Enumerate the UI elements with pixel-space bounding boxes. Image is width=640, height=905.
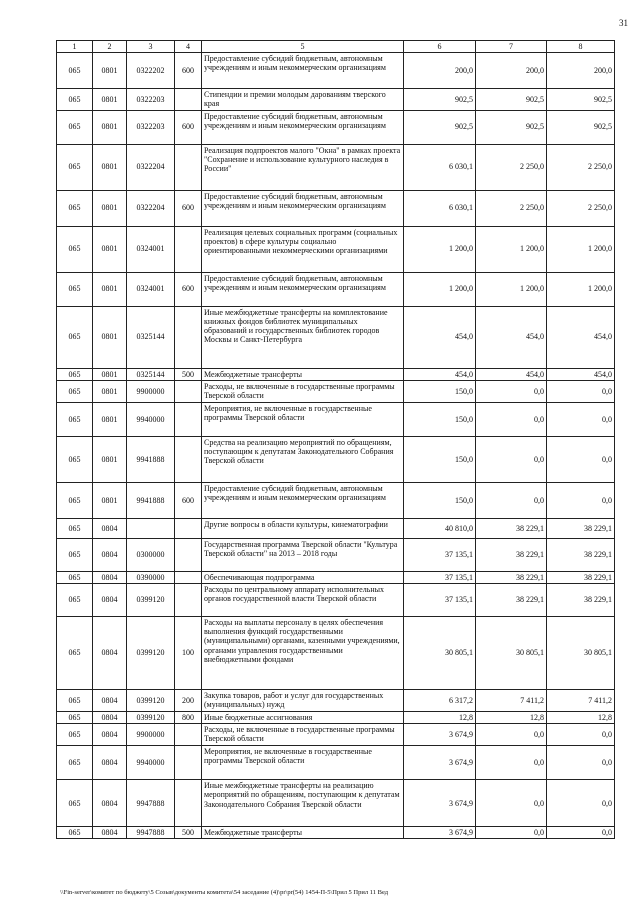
col-2-cell: 0801	[93, 53, 127, 89]
value-7-cell: 12,8	[476, 711, 547, 723]
value-8-cell: 38 229,1	[547, 518, 615, 538]
col-1-cell: 065	[57, 226, 93, 272]
col-2-cell: 0804	[93, 827, 127, 839]
col-3-cell: 9941888	[127, 482, 175, 518]
header-cell: 7	[476, 41, 547, 53]
col-2-cell: 0801	[93, 436, 127, 482]
col-3-cell: 0322203	[127, 89, 175, 110]
col-3-cell: 0325144	[127, 368, 175, 380]
value-8-cell: 0,0	[547, 746, 615, 780]
description-cell: Реализация целевых социальных программ (социальных проектов) в сфере культуры социально ориентированными некоммерческими организациями	[202, 226, 404, 272]
value-7-cell: 2 250,0	[476, 190, 547, 226]
col-1-cell: 065	[57, 827, 93, 839]
header-cell: 5	[202, 41, 404, 53]
col-1-cell: 065	[57, 368, 93, 380]
file-path-footer: \\Fin-server\комитет по бюджету\5 Созыв\документы комитета\54 заседание (4)\pr\pr(54) 1454-П-5\Прил 5 Прил 11 Вед	[60, 889, 389, 896]
value-8-cell: 0,0	[547, 482, 615, 518]
value-6-cell: 200,0	[404, 53, 476, 89]
description-cell: Расходы, не включенные в государственные программы Тверской области	[202, 380, 404, 402]
col-1-cell: 065	[57, 89, 93, 110]
value-8-cell: 12,8	[547, 711, 615, 723]
col-1-cell: 065	[57, 436, 93, 482]
description-cell: Расходы, не включенные в государственные программы Тверской области	[202, 724, 404, 746]
col-1-cell: 065	[57, 190, 93, 226]
col-4-cell	[175, 402, 202, 436]
col-2-cell: 0804	[93, 724, 127, 746]
col-2-cell: 0804	[93, 571, 127, 583]
col-3-cell	[127, 518, 175, 538]
header-cell: 8	[547, 41, 615, 53]
table-row	[57, 518, 615, 538]
col-1-cell: 065	[57, 711, 93, 723]
col-2-cell: 0801	[93, 368, 127, 380]
description-cell: Межбюджетные трансферты	[202, 827, 404, 839]
value-8-cell: 902,5	[547, 89, 615, 110]
value-8-cell: 2 250,0	[547, 190, 615, 226]
col-4-cell: 800	[175, 711, 202, 723]
col-1-cell: 065	[57, 538, 93, 571]
col-1-cell: 065	[57, 780, 93, 827]
value-6-cell: 902,5	[404, 110, 476, 144]
col-1-cell: 065	[57, 144, 93, 190]
col-2-cell: 0801	[93, 89, 127, 110]
value-6-cell: 3 674,9	[404, 746, 476, 780]
value-7-cell: 0,0	[476, 746, 547, 780]
col-1-cell: 065	[57, 272, 93, 306]
value-7-cell: 0,0	[476, 436, 547, 482]
col-2-cell: 0801	[93, 226, 127, 272]
value-6-cell: 12,8	[404, 711, 476, 723]
description-cell: Предоставление субсидий бюджетным, автономным учреждениям и иным некоммерческим организациям	[202, 53, 404, 89]
col-3-cell: 0324001	[127, 226, 175, 272]
col-3-cell: 9940000	[127, 402, 175, 436]
col-4-cell	[175, 518, 202, 538]
table-row	[57, 144, 615, 190]
col-3-cell: 9941888	[127, 436, 175, 482]
value-7-cell: 1 200,0	[476, 272, 547, 306]
value-8-cell: 0,0	[547, 780, 615, 827]
table-row	[57, 827, 615, 839]
col-2-cell: 0801	[93, 402, 127, 436]
value-7-cell: 38 229,1	[476, 571, 547, 583]
description-cell: Иные межбюджетные трансферты на комплектование книжных фондов библиотек муниципальных образований и государственных библиотек городов Москвы и Санкт-Петербурга	[202, 306, 404, 368]
col-3-cell: 0399120	[127, 689, 175, 711]
col-3-cell: 0322204	[127, 144, 175, 190]
col-4-cell: 600	[175, 110, 202, 144]
col-4-cell	[175, 436, 202, 482]
col-3-cell: 0322202	[127, 53, 175, 89]
table-row	[57, 482, 615, 518]
table-row	[57, 724, 615, 746]
col-4-cell: 500	[175, 827, 202, 839]
table-row	[57, 110, 615, 144]
col-1-cell: 065	[57, 518, 93, 538]
value-8-cell: 38 229,1	[547, 571, 615, 583]
value-7-cell: 38 229,1	[476, 538, 547, 571]
col-1-cell: 065	[57, 571, 93, 583]
header-cell: 3	[127, 41, 175, 53]
col-4-cell	[175, 144, 202, 190]
table-row	[57, 190, 615, 226]
budget-table	[56, 40, 615, 839]
value-8-cell: 0,0	[547, 380, 615, 402]
col-4-cell	[175, 538, 202, 571]
value-7-cell: 0,0	[476, 827, 547, 839]
col-2-cell: 0801	[93, 190, 127, 226]
value-7-cell: 1 200,0	[476, 226, 547, 272]
value-8-cell: 7 411,2	[547, 689, 615, 711]
description-cell: Расходы на выплаты персоналу в целях обеспечения выполнения функций государственными (муниципальными) органами, казенными учреждениями, органами управления государственными внебюджетными фондами	[202, 616, 404, 689]
value-8-cell: 0,0	[547, 402, 615, 436]
table-row	[57, 53, 615, 89]
value-8-cell: 200,0	[547, 53, 615, 89]
table-row	[57, 402, 615, 436]
value-8-cell: 0,0	[547, 724, 615, 746]
col-3-cell: 9900000	[127, 380, 175, 402]
table-row	[57, 780, 615, 827]
col-1-cell: 065	[57, 583, 93, 616]
col-4-cell	[175, 746, 202, 780]
value-8-cell: 454,0	[547, 306, 615, 368]
col-3-cell: 9947888	[127, 780, 175, 827]
col-1-cell: 065	[57, 616, 93, 689]
description-cell: Предоставление субсидий бюджетным, автономным учреждениям и иным некоммерческим организациям	[202, 272, 404, 306]
col-1-cell: 065	[57, 402, 93, 436]
table-row	[57, 436, 615, 482]
description-cell: Мероприятия, не включенные в государственные программы Тверской области	[202, 746, 404, 780]
col-4-cell	[175, 571, 202, 583]
value-6-cell: 150,0	[404, 436, 476, 482]
col-4-cell: 200	[175, 689, 202, 711]
value-6-cell: 37 135,1	[404, 583, 476, 616]
value-6-cell: 454,0	[404, 368, 476, 380]
description-cell: Другие вопросы в области культуры, кинематографии	[202, 518, 404, 538]
col-2-cell: 0804	[93, 689, 127, 711]
value-7-cell: 0,0	[476, 482, 547, 518]
col-3-cell: 0390000	[127, 571, 175, 583]
col-3-cell: 0322203	[127, 110, 175, 144]
col-3-cell: 0399120	[127, 583, 175, 616]
col-2-cell: 0804	[93, 518, 127, 538]
table-row	[57, 306, 615, 368]
description-cell: Государственная программа Тверской области "Культура Тверской области" на 2013 – 2018 годы	[202, 538, 404, 571]
col-2-cell: 0804	[93, 583, 127, 616]
col-4-cell	[175, 89, 202, 110]
col-2-cell: 0804	[93, 746, 127, 780]
col-4-cell: 600	[175, 53, 202, 89]
col-2-cell: 0804	[93, 538, 127, 571]
description-cell: Мероприятия, не включенные в государственные программы Тверской области	[202, 402, 404, 436]
col-3-cell: 0300000	[127, 538, 175, 571]
value-8-cell: 30 805,1	[547, 616, 615, 689]
table-row	[57, 272, 615, 306]
table-row	[57, 226, 615, 272]
col-3-cell: 0399120	[127, 616, 175, 689]
value-7-cell: 454,0	[476, 368, 547, 380]
col-4-cell	[175, 583, 202, 616]
value-6-cell: 3 674,9	[404, 827, 476, 839]
value-6-cell: 150,0	[404, 482, 476, 518]
value-6-cell: 454,0	[404, 306, 476, 368]
value-6-cell: 150,0	[404, 380, 476, 402]
value-7-cell: 2 250,0	[476, 144, 547, 190]
table-row	[57, 711, 615, 723]
value-6-cell: 150,0	[404, 402, 476, 436]
value-6-cell: 3 674,9	[404, 724, 476, 746]
col-3-cell: 0325144	[127, 306, 175, 368]
value-6-cell: 902,5	[404, 89, 476, 110]
table-row	[57, 746, 615, 780]
value-6-cell: 6 317,2	[404, 689, 476, 711]
col-2-cell: 0801	[93, 380, 127, 402]
col-4-cell	[175, 724, 202, 746]
value-7-cell: 0,0	[476, 380, 547, 402]
description-cell: Предоставление субсидий бюджетным, автономным учреждениям и иным некоммерческим организациям	[202, 190, 404, 226]
value-7-cell: 30 805,1	[476, 616, 547, 689]
col-3-cell: 9947888	[127, 827, 175, 839]
value-6-cell: 6 030,1	[404, 144, 476, 190]
header-cell: 2	[93, 41, 127, 53]
value-8-cell: 1 200,0	[547, 226, 615, 272]
description-cell: Иные бюджетные ассигнования	[202, 711, 404, 723]
col-4-cell: 600	[175, 482, 202, 518]
value-7-cell: 902,5	[476, 89, 547, 110]
col-4-cell	[175, 780, 202, 827]
value-8-cell: 0,0	[547, 436, 615, 482]
col-1-cell: 065	[57, 306, 93, 368]
header-cell: 1	[57, 41, 93, 53]
header-cell: 4	[175, 41, 202, 53]
col-2-cell: 0804	[93, 711, 127, 723]
col-1-cell: 065	[57, 53, 93, 89]
value-7-cell: 200,0	[476, 53, 547, 89]
col-2-cell: 0804	[93, 616, 127, 689]
col-1-cell: 065	[57, 482, 93, 518]
table-row	[57, 616, 615, 689]
value-6-cell: 40 810,0	[404, 518, 476, 538]
table-row	[57, 583, 615, 616]
description-cell: Предоставление субсидий бюджетным, автономным учреждениям и иным некоммерческим организациям	[202, 110, 404, 144]
header-cell: 6	[404, 41, 476, 53]
value-6-cell: 37 135,1	[404, 538, 476, 571]
value-8-cell: 38 229,1	[547, 538, 615, 571]
col-2-cell: 0801	[93, 272, 127, 306]
col-2-cell: 0801	[93, 110, 127, 144]
description-cell: Расходы по центральному аппарату исполнительных органов государственной власти Тверской области	[202, 583, 404, 616]
value-8-cell: 454,0	[547, 368, 615, 380]
col-4-cell: 100	[175, 616, 202, 689]
description-cell: Средства на реализацию мероприятий по обращениям, поступающим к депутатам Законодательного Собрания Тверской области	[202, 436, 404, 482]
table-row	[57, 89, 615, 110]
col-4-cell: 600	[175, 272, 202, 306]
col-1-cell: 065	[57, 746, 93, 780]
value-7-cell: 902,5	[476, 110, 547, 144]
value-6-cell: 1 200,0	[404, 272, 476, 306]
col-4-cell: 500	[175, 368, 202, 380]
col-1-cell: 065	[57, 724, 93, 746]
col-4-cell	[175, 226, 202, 272]
col-3-cell: 0324001	[127, 272, 175, 306]
value-6-cell: 1 200,0	[404, 226, 476, 272]
col-3-cell: 9900000	[127, 724, 175, 746]
col-4-cell	[175, 306, 202, 368]
col-1-cell: 065	[57, 689, 93, 711]
col-2-cell: 0804	[93, 780, 127, 827]
value-7-cell: 38 229,1	[476, 583, 547, 616]
table-row	[57, 380, 615, 402]
value-6-cell: 37 135,1	[404, 571, 476, 583]
page-number: 31	[619, 18, 628, 28]
value-6-cell: 30 805,1	[404, 616, 476, 689]
description-cell: Иные межбюджетные трансферты на реализацию мероприятий по обращениям, поступающим к депутатам Законодательного Собрания Тверской области	[202, 780, 404, 827]
value-7-cell: 0,0	[476, 780, 547, 827]
value-7-cell: 454,0	[476, 306, 547, 368]
value-8-cell: 902,5	[547, 110, 615, 144]
value-8-cell: 0,0	[547, 827, 615, 839]
col-4-cell: 600	[175, 190, 202, 226]
value-6-cell: 6 030,1	[404, 190, 476, 226]
table-body	[57, 53, 615, 839]
value-6-cell: 3 674,9	[404, 780, 476, 827]
col-1-cell: 065	[57, 110, 93, 144]
value-8-cell: 38 229,1	[547, 583, 615, 616]
value-7-cell: 7 411,2	[476, 689, 547, 711]
description-cell: Стипендии и премии молодым дарованиям тверского края	[202, 89, 404, 110]
value-8-cell: 2 250,0	[547, 144, 615, 190]
col-2-cell: 0801	[93, 482, 127, 518]
col-1-cell: 065	[57, 380, 93, 402]
header-row	[57, 41, 615, 53]
col-3-cell: 0399120	[127, 711, 175, 723]
table-row	[57, 571, 615, 583]
value-7-cell: 0,0	[476, 402, 547, 436]
description-cell: Предоставление субсидий бюджетным, автономным учреждениям и иным некоммерческим организациям	[202, 482, 404, 518]
col-2-cell: 0801	[93, 306, 127, 368]
table-row	[57, 538, 615, 571]
description-cell: Закупка товаров, работ и услуг для государственных (муниципальных) нужд	[202, 689, 404, 711]
table-row	[57, 689, 615, 711]
description-cell: Реализация подпроектов малого "Окна" в рамках проекта "Сохранение и использование культурного наследия в России"	[202, 144, 404, 190]
value-7-cell: 38 229,1	[476, 518, 547, 538]
value-7-cell: 0,0	[476, 724, 547, 746]
table-row	[57, 368, 615, 380]
description-cell: Обеспечивающая подпрограмма	[202, 571, 404, 583]
col-2-cell: 0801	[93, 144, 127, 190]
col-3-cell: 9940000	[127, 746, 175, 780]
col-3-cell: 0322204	[127, 190, 175, 226]
value-8-cell: 1 200,0	[547, 272, 615, 306]
description-cell: Межбюджетные трансферты	[202, 368, 404, 380]
col-4-cell	[175, 380, 202, 402]
